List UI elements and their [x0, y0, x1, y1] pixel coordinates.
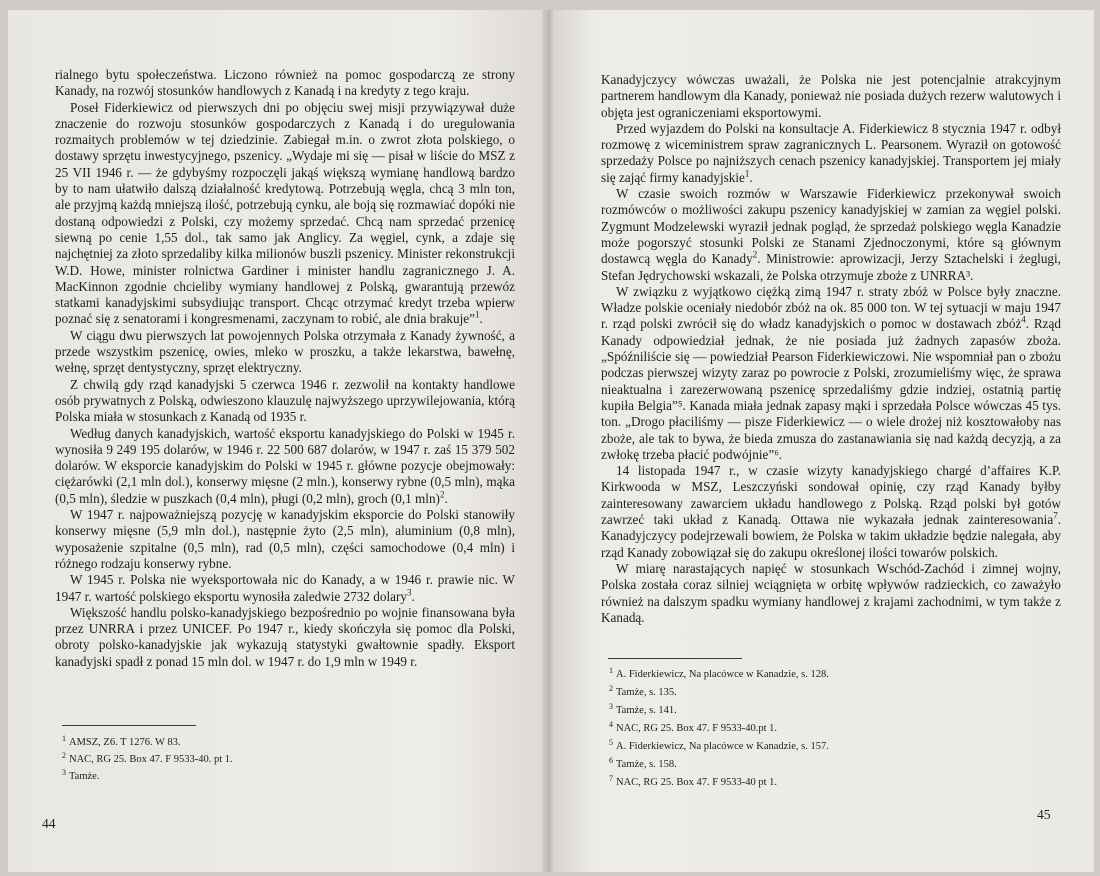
paragraph-text: 14 listopada 1947 r., w czasie wizyty kanadyjskiego chargé d’affaires K.P. Kirkwooda w MSZ, Leszczyński sondował opinię, czy rząd Kanady byłby zainteresowany zawarciem układu handlowego z Polską. Rząd polski był gotów zawrzeć taki układ z Kanadą. Ottawa nie wykazała jednak zainteresowania	[601, 463, 1061, 528]
right-footnotes	[609, 666, 929, 792]
paragraph-text: W miarę narastających napięć w stosunkach Wschód-Zachód i zimnej wojny, Polska została coraz silniej wciągnięta w orbitę wpływów radzieckich, co zaważyło również na dalszym spadku wymiany handlowej z krajami zachodnimi, w tym także z Kanadą.	[601, 560, 1061, 625]
paragraph	[55, 426, 515, 507]
footnote-text: AMSZ, Z6. T 1276. W 83.	[69, 737, 181, 748]
footnote-number: 6	[609, 755, 613, 765]
footnote	[609, 738, 929, 756]
paragraph	[55, 377, 515, 426]
footnote	[609, 684, 929, 702]
paragraph-text: W czasie swoich rozmów w Warszawie Fiderkiewicz przekonywał swoich rozmówców o możliwości zakupu pszenicy kanadyjskiej w zamian za węgiel polski. Zygmunt Modzelewski wyraził jednak pogląd, że sprzedaż polskiego węgla Kanadzie może pogorszyć stosunki Polski ze Stanami Zjednoczonymi, które są głównym dostawcą węgla do Kanady	[601, 186, 1061, 267]
paragraph	[55, 67, 515, 100]
paragraph	[55, 507, 515, 572]
paragraph-tail: .	[479, 311, 483, 327]
footnote-marker: 1	[475, 310, 480, 321]
paragraph-text: Według danych kanadyjskich, wartość eksportu kanadyjskiego do Polski w 1945 r. wynosiła 9 249 195 dolarów, w 1946 r. 22 500 687 dolarów, w 1947 r. zaś 15 379 502 dolarów. W eksporcie kanadyjskim do Polski w 1945 r. główne pozycje obejmowały: ciężarówki (2,1 mln dol.), konserwy mięsne (2 mln.), konserwy rybne (0,5 mln), mąka (0,5 mln), śledzie w puszkach (0,4 mln), pługi (0,2 mln), groch (0,1 mln)	[55, 425, 515, 506]
footnote-text: Tamże, s. 158.	[616, 759, 677, 770]
paragraph-tail: .	[444, 490, 448, 506]
footnote-marker: 3	[406, 587, 412, 598]
paragraph-text: Większość handlu polsko-kanadyjskiego bezpośrednio po wojnie finansowana była przez UNRRA i przez UNICEF. Po 1947 r., kiedy skończyła się pomoc dla Polski, obroty polsko-kanadyjskie jak wykazują statystyki gwałtownie spadły. Eksport kanadyjski spadł z ponad 15 mln dol. w 1947 r. do 1,9 mln w 1949 r.	[55, 604, 515, 669]
footnote-marker: 2	[439, 489, 445, 500]
footnote-text: A. Fiderkiewicz, Na placówce w Kanadzie, s. 128.	[616, 669, 829, 680]
footnote-number: 3	[609, 701, 613, 711]
footnote-marker: 1	[744, 168, 750, 179]
footnote-text: Tamże, s. 141.	[616, 705, 677, 716]
paragraph-tail: .	[411, 588, 415, 604]
footnote-number: 3	[62, 767, 66, 777]
page-number-left: 44	[42, 816, 56, 831]
paragraph	[55, 100, 515, 328]
paragraph-text: Z chwilą gdy rząd kanadyjski 5 czerwca 1946 r. zezwolił na kontakty handlowe osób prywatnych z Polską, odwieszono klauzulę najwyższego uprzywilejowania, którą Polska miała w stosunkach z Kanadą od 1935 r.	[55, 376, 515, 425]
footnote-text: A. Fiderkiewicz, Na placówce w Kanadzie, s. 157.	[616, 741, 829, 752]
paragraph-text: W 1947 r. najpoważniejszą pozycję w kanadyjskim eksporcie do Polski stanowiły konserwy mięsne (5,9 mln dol.), następnie żyto (2,5 mln), aluminium (0,8 mln), wyposażenie szpitalne (0,5 mln), rad (0,5 mln), części samochodowe (0,4 mln) i różnego rodzaju konserwy rybne.	[55, 507, 515, 571]
footnote-marker: 7	[1053, 510, 1058, 521]
paragraph	[601, 561, 1061, 626]
footnote-text: NAC, RG 25. Box 47. F 9533-40.pt 1.	[616, 723, 778, 734]
paragraph-text: rialnego bytu społeczeństwa. Liczono również na pomoc gospodarczą ze strony Kanady, na rozwój stosunków handlowych z Kanadą i na kredyty z tego kraju.	[55, 67, 515, 99]
right-body-text	[601, 72, 1061, 626]
left-page	[8, 10, 548, 872]
page-number-right: 45	[1037, 807, 1051, 822]
paragraph-text: W ciągu dwu pierwszych lat powojennych Polska otrzymała z Kanady żywność, a przede wszystkim pszenicę, owies, mleko w proszku, a także lekarstwa, bawełnę, wełnę, sprzęt dentystyczny, sprzęt elektryczny.	[55, 327, 515, 376]
footnote	[609, 756, 929, 774]
paragraph-tail: . Kanadyjczycy podejrzewali bowiem, że Polska w takim układzie będzie nalegała, aby rząd Kanady zobowiązał się do zakupu określonej ilości towarów polskich.	[601, 512, 1061, 560]
paragraph-text: Kanadyjczycy wówczas uważali, że Polska nie jest potencjalnie atrakcyjnym partnerem handlowym dla Kanady, ponieważ nie posiada dużych rezerw walutowych i objęta jest ograniczeniami eksportowymi.	[601, 72, 1061, 120]
paragraph	[601, 463, 1061, 561]
footnote-text: Tamże, s. 135.	[616, 687, 677, 698]
paragraph	[601, 72, 1061, 121]
footnote-number: 1	[62, 733, 66, 743]
paragraph-tail: .	[749, 169, 753, 185]
footnote-number: 2	[609, 683, 613, 693]
paragraph-tail: . Ministrowie: aprowizacji, Jerzy Sztachelski i żeglugi, Stefan Jędrychowski wskazali, że Polska otrzymuje zboże z UNRRA³.	[601, 251, 1061, 283]
footnote-text: Tamże.	[69, 771, 100, 782]
paragraph	[55, 572, 515, 605]
paragraph	[601, 121, 1061, 186]
paragraph-text: W związku z wyjątkowo ciężką zimą 1947 r. straty zbóż w Polsce były znaczne. Władze polskie oceniały niedobór zbóż na ok. 85 000 ton. W tej sytuacji w maju 1947 r. rząd polski zwrócił się do władz kanadyjskich o pomoc w dostawach zbóż	[601, 283, 1061, 332]
footnote-number: 5	[609, 737, 613, 747]
paragraph	[55, 605, 515, 670]
left-body-text	[55, 67, 515, 670]
footnote	[609, 666, 929, 684]
footnote	[62, 768, 362, 785]
footnote-divider	[608, 658, 742, 659]
book-spread	[8, 10, 1094, 872]
footnote	[609, 774, 929, 792]
footnote-number: 4	[609, 719, 613, 729]
paragraph-text: W 1945 r. Polska nie wyeksportowała nic do Kanady, a w 1946 r. prawie nic. W 1947 r. wartość polskiego eksportu wynosiła zaledwie 2732 dolary	[55, 572, 515, 604]
footnote-text: NAC, RG 25. Box 47. F 9533-40 pt 1.	[616, 777, 778, 788]
footnote	[609, 720, 929, 738]
footnote	[609, 702, 929, 720]
footnote-marker: 2	[752, 249, 758, 260]
paragraph-tail: . Rząd Kanady odpowiedział jednak, że nie posiada już żadnych zapasów zboża. „Spóźniliście się — powiedział Pearson Fiderkiewiczowi. Nie wspomniał pan o zbożu podczas pierwszej wizyty zaraz po powrocie z Polski, zrozumieliśmy więc, że sprawa nieaktualna i zarezerwowaną pszenicę sprzedaliśmy gdzie indziej, ostatnią partię kupiła Belgia”⁵. Kanada miała jednak zapasy mąki i sprzedała Polsce wówczas 45 tys. ton. „Drogo płaciliśmy — pisze Fiderkiewicz — o wiele drożej niż kosztowałoby nas zboże, ale tak to bywa, że bieda zmusza do zastanawiania się nad każdą decyzją, a za zwłokę trzeba płacić podwójnie”⁶.	[601, 316, 1061, 462]
paragraph	[601, 186, 1061, 284]
footnote-number: 7	[609, 773, 613, 783]
footnote-divider	[62, 725, 196, 726]
footnote-number: 2	[62, 750, 66, 760]
paragraph-text: Przed wyjazdem do Polski na konsultacje A. Fiderkiewicz 8 stycznia 1947 r. odbył rozmowę z wiceministrem spraw zagranicznych L. Pearsonem. Wyraził on gotowość sprzedaży Polsce po najniższych cenach pszenicy kanadyjskiej. Transportem jej miały się zająć firmy kanadyjskie	[601, 120, 1061, 185]
paragraph	[601, 284, 1061, 463]
paragraph	[55, 328, 515, 377]
paragraph-text: Poseł Fiderkiewicz od pierwszych dni po objęciu swej misji przywiązywał duże znaczenie do rozwoju stosunków gospodarczych z Kanadą i do uregulowania rozmaitych problemów w tej dziedzinie. Zabiegał m.in. o zwrot złota polskiego, o dostawy sprzętu inwestycyjnego, pszenicy. „Wydaje mi się — pisał w liście do MSZ z 25 VII 1946 r. — że gdybyśmy rozpoczęli jakąś większą wymianę handlową bardzo by to nam ułatwiło dalszą działalność kredytową. Potrzebują węgla, chcą 3 mln ton, ale przyjmą każdą mniejszą ilość, potrzebują cynku, ale boją się rozmawiać dopóki nie dostaną odpowiedzi z Polski, czy możemy sprzedać. Chcą nam sprzedać przenicę siewną po cenie 1,55 dol., tak samo jak Anglicy. Za węgiel, cynk, a zdaje się najchętniej za złoto sprzedaliby kilka milionów buszli pszenicy. Minister rekonstrukcji W.D. Howe, minister rolnictwa Gardiner i minister handlu zagranicznego J. A. MacKinnon zgodnie chcieliby wymiany handlowej z Polską, gwarantują przewóz statkami kanadyjskimi subsydiując transport. Chcąc otrzymać kredyt trzeba wpierw poznać się z senatorami i kongresmenami, zaczynam to robić, ale dnia brakuje”	[55, 99, 515, 327]
footnote-number: 1	[609, 665, 613, 675]
footnote-text: NAC, RG 25. Box 47. F 9533-40. pt 1.	[69, 754, 233, 765]
footnote	[62, 734, 362, 751]
left-footnotes	[62, 734, 362, 785]
footnote-marker: 4	[1021, 315, 1026, 326]
right-page	[553, 10, 1094, 872]
footnote	[62, 751, 362, 768]
